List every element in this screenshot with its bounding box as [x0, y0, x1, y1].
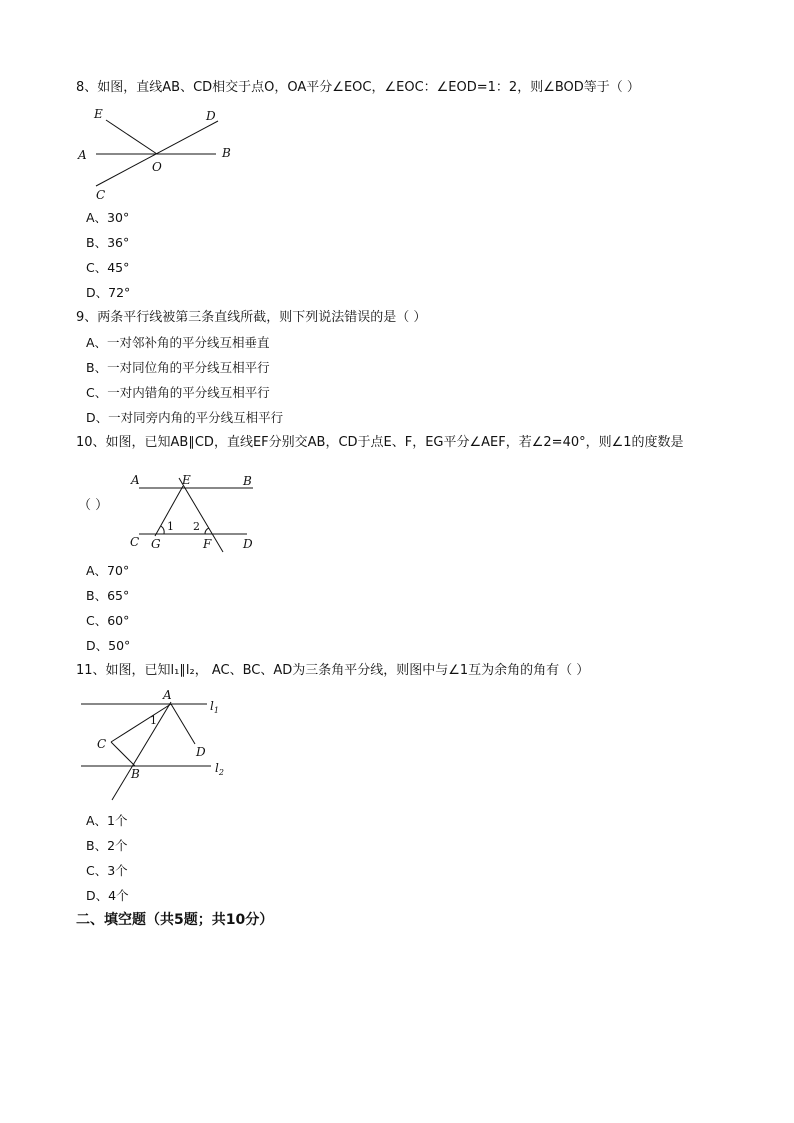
q10-label-g: G	[151, 537, 161, 551]
q10-label-e: E	[182, 473, 191, 487]
q10-label-angle-2: 2	[193, 520, 200, 533]
q11-option-d: D、4个	[86, 888, 129, 903]
q9-option-d: D、一对同旁内角的平分线互相平行	[86, 410, 284, 425]
q11-segment-cb	[111, 742, 135, 766]
q8-option-d: D、72°	[86, 285, 131, 300]
q11-label-angle-1: 1	[150, 714, 157, 727]
q8-label-c: C	[96, 188, 106, 202]
q10-option-b: B、65°	[86, 588, 130, 603]
q8-option-c: C、45°	[86, 260, 130, 275]
q11-label-l2: $l_2$	[215, 761, 224, 777]
q11-stem-prefix: 11、如图，已知	[76, 663, 171, 678]
q8-stem: 8、如图，直线AB、CD相交于点O，OA平分∠EOC，∠EOC：∠EOD=1：2，则∠BOD等于（ ）	[76, 80, 640, 95]
q11-figure	[75, 686, 245, 804]
q8-label-a: A	[78, 148, 87, 162]
q10-stem: 10、如图，已知AB∥CD，直线EF分别交AB，CD于点E、F，EG平分∠AEF，若∠2=40°，则∠1的度数是	[76, 435, 684, 450]
q10-label-angle-1: 1	[167, 520, 174, 533]
q10-answer-paren: （ ）	[78, 498, 109, 513]
q10-label-b: B	[243, 474, 252, 488]
q11-label-b: B	[131, 767, 140, 781]
q10-option-c: C、60°	[86, 613, 130, 628]
q8-option-b: B、36°	[86, 235, 130, 250]
q8-label-b: B	[222, 146, 231, 160]
q11-option-b: B、2个	[86, 838, 128, 853]
q9-option-a: A、一对邻补角的平分线互相垂直	[86, 335, 270, 350]
q10-label-d: D	[243, 537, 253, 551]
q10-label-f: F	[203, 537, 212, 551]
section-2-title: 二、填空题（共5题；共10分）	[76, 912, 274, 928]
q11-stem-suffix: ， AC、BC、AD为三条角平分线，则图中与∠1互为余角的角有（ ）	[194, 663, 590, 678]
q10-label-a: A	[131, 473, 140, 487]
q10-option-a: A、70°	[86, 563, 130, 578]
q11-segment-ac	[111, 704, 171, 742]
q9-stem: 9、两条平行线被第三条直线所截，则下列说法错误的是（ ）	[76, 310, 427, 325]
q11-stem	[76, 663, 589, 679]
q11-stem-math: l₁∥l₂	[170, 663, 195, 678]
q10-figure	[125, 470, 265, 554]
q8-figure	[70, 103, 250, 203]
q11-label-l1: $l_1$	[210, 699, 219, 715]
q10-line-ef	[179, 478, 223, 552]
q8-ray-oe	[106, 120, 157, 154]
q8-label-o: O	[152, 160, 162, 174]
q9-option-b: B、一对同位角的平分线互相平行	[86, 360, 270, 375]
q10-label-c: C	[130, 535, 140, 549]
q11-option-c: C、3个	[86, 863, 128, 878]
q9-option-c: C、一对内错角的平分线互相平行	[86, 385, 270, 400]
q10-angle-1-arc	[161, 526, 164, 534]
q8-option-a: A、30°	[86, 210, 130, 225]
q11-label-c: C	[97, 737, 107, 751]
q11-line-ab	[112, 702, 171, 800]
q8-label-d: D	[206, 109, 216, 123]
q11-label-a: A	[163, 688, 172, 702]
q10-angle-2-arc	[205, 528, 209, 534]
q11-option-a: A、1个	[86, 813, 128, 828]
q8-label-e: E	[94, 107, 103, 121]
q11-label-d: D	[196, 745, 206, 759]
q11-segment-ad	[171, 704, 195, 744]
q10-option-d: D、50°	[86, 638, 131, 653]
